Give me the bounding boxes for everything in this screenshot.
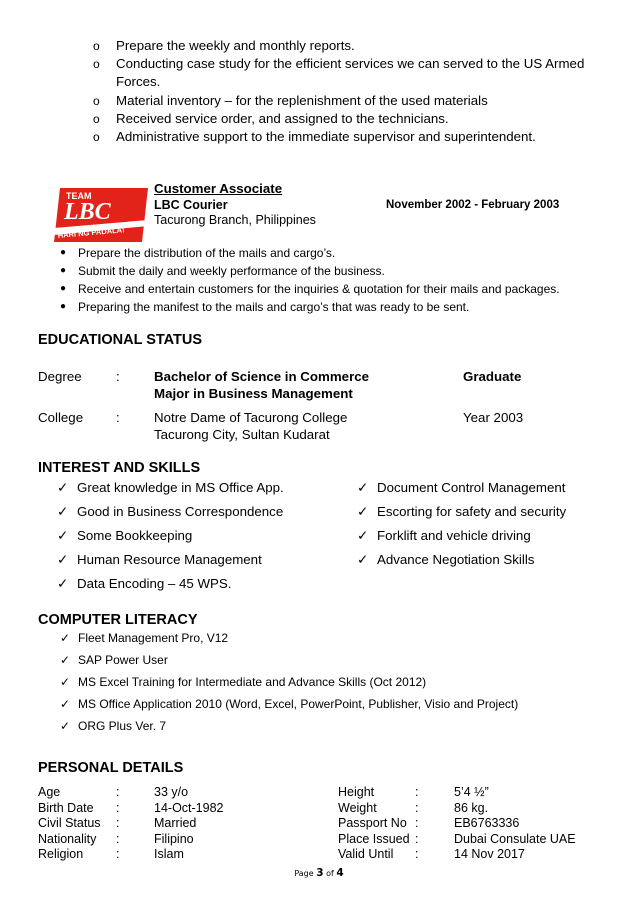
personal-label: Birth Date xyxy=(38,801,94,815)
personal-label: Height xyxy=(338,785,375,799)
duty-item: o Received service order, and assigned to the technicians. xyxy=(93,110,603,128)
college-label: College xyxy=(38,410,84,425)
total-pages: 4 xyxy=(336,867,344,879)
job-duties-list xyxy=(58,244,618,316)
lbc-logo xyxy=(52,186,150,244)
bullet-icon: ● xyxy=(60,283,67,294)
svg-text:HARI NG PADALA!: HARI NG PADALA! xyxy=(57,225,125,240)
check-icon: ✓ xyxy=(357,528,369,543)
duty-item: o Conducting case study for the efficient services we can served to the US Armed Forces. xyxy=(93,56,585,90)
personal-value: EB6763336 xyxy=(454,816,520,830)
list-item: ● Prepare the distribution of the mails and cargo’s. xyxy=(60,246,336,260)
degree-colon: : xyxy=(116,369,120,384)
personal-value: 14-Oct-1982 xyxy=(154,801,224,815)
personal-colon: : xyxy=(415,816,419,830)
personal-label: Nationality xyxy=(38,832,97,846)
college-colon: : xyxy=(116,410,120,425)
personal-value: 5’4 ½” xyxy=(454,785,489,799)
page-footer: Page 3 of 4 xyxy=(294,867,344,879)
list-item: ● Receive and entertain customers for the inquiries & quotation for their mails and packages. xyxy=(60,282,560,296)
personal-label: Weight xyxy=(338,801,377,815)
circle-bullet-icon: o xyxy=(93,57,100,72)
personal-value: Married xyxy=(154,816,197,830)
circle-bullet-icon: o xyxy=(93,111,100,126)
bullet-icon: ● xyxy=(60,247,67,258)
company-name: LBC Courier xyxy=(154,198,228,212)
list-item: ● Preparing the manifest to the mails and cargo’s that was ready to be sent. xyxy=(60,300,470,314)
personal-colon: : xyxy=(415,832,419,846)
bullet-icon: ● xyxy=(60,265,67,276)
personal-value: 86 kg. xyxy=(454,801,489,815)
bullet-icon: ● xyxy=(60,301,67,312)
check-icon: ✓ xyxy=(60,653,71,667)
personal-label: Place Issued xyxy=(338,832,410,846)
duty-item: o Prepare the weekly and monthly reports. xyxy=(93,37,603,55)
personal-value: 14 Nov 2017 xyxy=(454,847,525,861)
personal-colon: : xyxy=(116,847,120,861)
check-icon: ✓ xyxy=(57,552,69,567)
computer-heading: COMPUTER LITERACY xyxy=(38,612,198,628)
check-icon: ✓ xyxy=(57,528,69,543)
check-icon: ✓ xyxy=(60,697,71,711)
degree-value: Bachelor of Science in Commerce Major in Business Management xyxy=(154,369,370,401)
check-icon: ✓ xyxy=(357,504,369,519)
personal-value: Dubai Consulate UAE xyxy=(454,832,576,846)
education-heading: EDUCATIONAL STATUS xyxy=(38,332,203,348)
job-period: November 2002 - February 2003 xyxy=(386,199,560,211)
check-icon: ✓ xyxy=(60,631,71,645)
personal-label: Religion xyxy=(38,847,84,861)
current-page: 3 xyxy=(316,867,324,879)
college-year: Year 2003 xyxy=(463,410,524,425)
check-icon: ✓ xyxy=(57,480,69,495)
check-icon: ✓ xyxy=(357,552,369,567)
check-icon: ✓ xyxy=(57,504,69,519)
personal-label: Age xyxy=(38,785,61,799)
personal-colon: : xyxy=(415,847,419,861)
circle-bullet-icon: o xyxy=(93,130,100,145)
svg-text:TEAM: TEAM xyxy=(66,191,92,201)
check-icon: ✓ xyxy=(60,719,71,733)
personal-colon: : xyxy=(116,816,120,830)
college-value: Notre Dame of Tacurong College Tacurong City, Sultan Kudarat xyxy=(154,410,348,442)
circle-bullet-icon: o xyxy=(93,39,100,53)
personal-value: Filipino xyxy=(154,832,194,846)
duty-item: o Administrative support to the immediate supervisor and superintendent. xyxy=(93,128,603,146)
degree-status: Graduate xyxy=(463,369,522,384)
personal-label: Valid Until xyxy=(338,847,394,861)
personal-value: Islam xyxy=(154,847,184,861)
personal-heading: PERSONAL DETAILS xyxy=(38,760,184,776)
skills-heading: INTEREST AND SKILLS xyxy=(38,460,201,476)
check-icon: ✓ xyxy=(60,675,71,689)
circle-bullet-icon: o xyxy=(93,93,100,108)
personal-colon: : xyxy=(116,832,120,846)
personal-colon: : xyxy=(116,785,120,799)
list-item: ● Submit the daily and weekly performance of the business. xyxy=(60,264,385,278)
duty-item: o Material inventory – for the replenishment of the used materials xyxy=(93,92,603,110)
check-icon: ✓ xyxy=(57,576,69,591)
previous-duties-list xyxy=(93,37,603,146)
personal-colon: : xyxy=(415,801,419,815)
company-branch: Tacurong Branch, Philippines xyxy=(154,213,316,227)
personal-value: 33 y/o xyxy=(154,785,189,799)
check-icon: ✓ xyxy=(357,480,369,495)
job-title: Customer Associate xyxy=(154,181,283,196)
personal-colon: : xyxy=(415,785,419,799)
personal-label: Passport No xyxy=(338,816,407,830)
personal-label: Civil Status xyxy=(38,816,101,830)
personal-colon: : xyxy=(116,801,120,815)
degree-label: Degree xyxy=(38,369,82,384)
svg-text:LBC: LBC xyxy=(64,199,111,225)
